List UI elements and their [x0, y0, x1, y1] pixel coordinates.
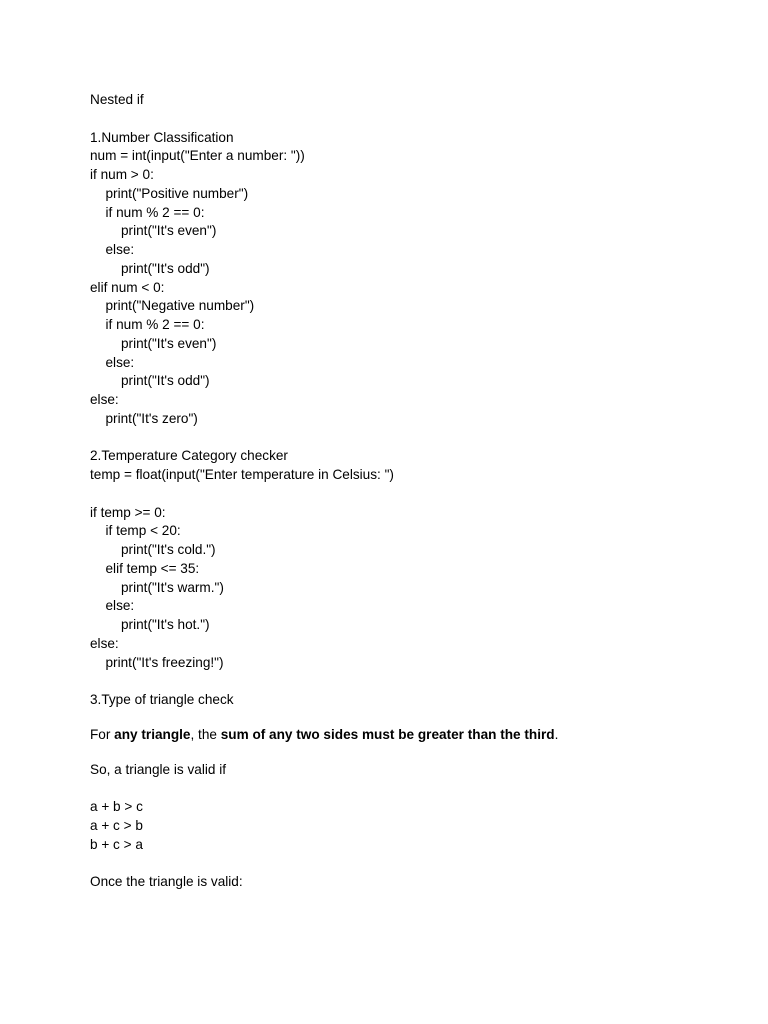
spacer	[90, 854, 710, 873]
spacer	[90, 429, 710, 448]
code-line: else:	[90, 635, 119, 651]
code-line: print("It's zero")	[105, 410, 198, 426]
rule-text: For	[90, 726, 115, 742]
document-content	[90, 91, 710, 892]
code-line: else:	[105, 598, 135, 614]
rule-bold-text: any triangle	[114, 726, 191, 742]
triangle-rule-paragraph	[90, 726, 710, 745]
code-line: if temp >= 0:	[90, 504, 166, 520]
section-heading-temperature-checker: 2.Temperature Category checker	[90, 448, 288, 464]
spacer	[90, 745, 710, 761]
valid-intro-text: So, a triangle is valid if	[90, 761, 227, 777]
rule-text: , the	[190, 726, 221, 742]
condition-line: a + c > b	[90, 817, 143, 833]
code-line: if num % 2 == 0:	[105, 204, 205, 220]
code-line: print("It's hot.")	[121, 617, 210, 632]
code-line: else:	[105, 242, 135, 257]
once-valid-text: Once the triangle is valid:	[90, 874, 243, 889]
section-heading-number-classification: 1.Number Classification	[90, 129, 234, 145]
code-line: print("It's warm.")	[121, 579, 224, 595]
spacer	[90, 672, 710, 691]
code-line: print("It's freezing!")	[105, 654, 224, 670]
code-line: print("Negative number")	[105, 298, 255, 314]
spacer	[90, 485, 710, 504]
code-line: num = int(input("Enter a number: "))	[90, 148, 305, 164]
code-line: temp = float(input("Enter temperature in Celsius: ")	[90, 467, 394, 482]
section-heading-triangle-check: 3.Type of triangle check	[90, 692, 234, 707]
code-line: print("Positive number")	[105, 185, 249, 201]
code-line: print("It's cold.")	[121, 542, 216, 557]
spacer	[90, 779, 710, 798]
rule-text: .	[554, 726, 559, 742]
rule-bold-text: sum of any two sides must be greater than the third	[220, 726, 555, 742]
document-title: Nested if	[90, 92, 144, 107]
code-line: print("It's even")	[121, 335, 217, 351]
code-line: if num > 0:	[90, 167, 154, 182]
code-line: if num % 2 == 0:	[105, 317, 205, 332]
spacer	[90, 110, 710, 129]
code-line: else:	[105, 354, 135, 370]
code-line: if temp < 20:	[105, 523, 181, 539]
condition-line: b + c > a	[90, 836, 143, 852]
code-line: else:	[90, 392, 119, 407]
spacer	[90, 710, 710, 726]
code-line: elif num < 0:	[90, 279, 165, 295]
code-line: print("It's even")	[121, 223, 217, 239]
code-line: print("It's odd")	[121, 373, 210, 389]
code-line: elif temp <= 35:	[105, 560, 200, 576]
code-line: print("It's odd")	[121, 260, 210, 276]
condition-line: a + b > c	[90, 799, 143, 814]
